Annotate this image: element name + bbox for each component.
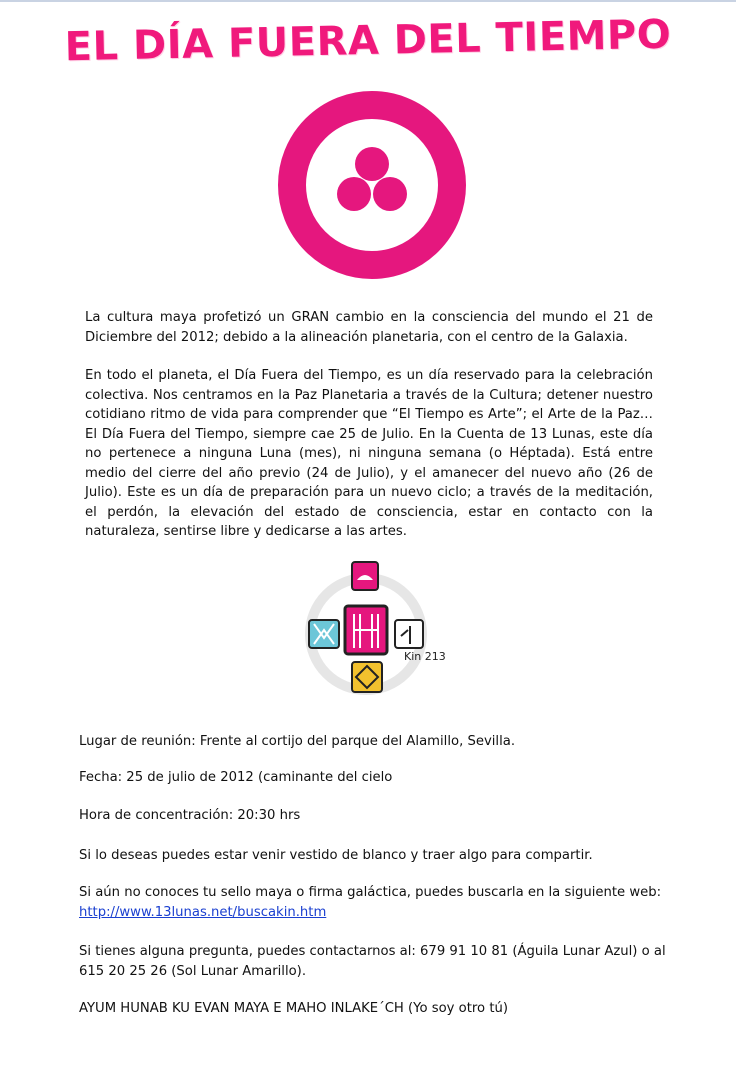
dress-note: Si lo deseas puedes estar venir vestido de blanco y traer algo para compartir. — [79, 848, 593, 863]
top-border — [0, 0, 736, 2]
description-paragraph: En todo el planeta, el Día Fuera del Tiempo, es un día reservado para la celebración colectiva. Nos centramos en la Paz Planetaria a través de la Cultura; detener nuestro cotidiano ritmo de vida para comprender que “El Tiempo es Arte”; el Arte de la Paz… El Día Fuera del Tiempo, siempre cae 25 de Julio. En la Cuenta de 13 Lunas, este día no pertenece a ninguna Luna (mes), ni ninguna semana (o Héptada). Está entre medio del cierre del año previo (24 de Julio), y el amanecer del nuevo año (26 de Julio). Este es un día de preparación para un nuevo ciclo; a través de la meditación, el perdón, la elevación del estado de consciencia, estar en contacto con la naturaleza, sentirse libre y dedicarse a las artes. — [85, 368, 653, 539]
contact-info: Si tienes alguna pregunta, puedes contactarnos al: 679 91 10 81 (Águila Lunar Azul) o al 615 20 25 26 (Sol Lunar Amarillo). — [79, 944, 666, 979]
intro-paragraph: La cultura maya profetizó un GRAN cambio en la consciencia del mundo el 21 de Diciembre del 2012; debido a la alineación planetaria, con el centro de la Galaxia. — [85, 310, 653, 345]
seal-lookup — [79, 883, 679, 922]
buscakin-link[interactable]: http://www.13lunas.net/buscakin.htm — [79, 904, 327, 920]
event-date: Fecha: 25 de julio de 2012 (caminante del cielo — [79, 770, 393, 785]
closing-phrase: AYUM HUNAB KU EVAN MAYA E MAHO INLAKE´CH (Yo soy otro tú) — [79, 1001, 508, 1016]
kin-label: Kin 213 — [404, 650, 446, 663]
peace-banner-logo — [277, 90, 467, 280]
seal-lookup-text: Si aún no conoces tu sello maya o firma galáctica, puedes buscarla en la siguiente web: — [79, 885, 662, 900]
meeting-time: Hora de concentración: 20:30 hrs — [79, 808, 301, 823]
meeting-place: Lugar de reunión: Frente al cortijo del parque del Alamillo, Sevilla. — [79, 734, 516, 749]
page-title: EL DÍA FUERA DEL TIEMPO — [64, 11, 672, 71]
galactic-signature-icon — [300, 558, 434, 698]
